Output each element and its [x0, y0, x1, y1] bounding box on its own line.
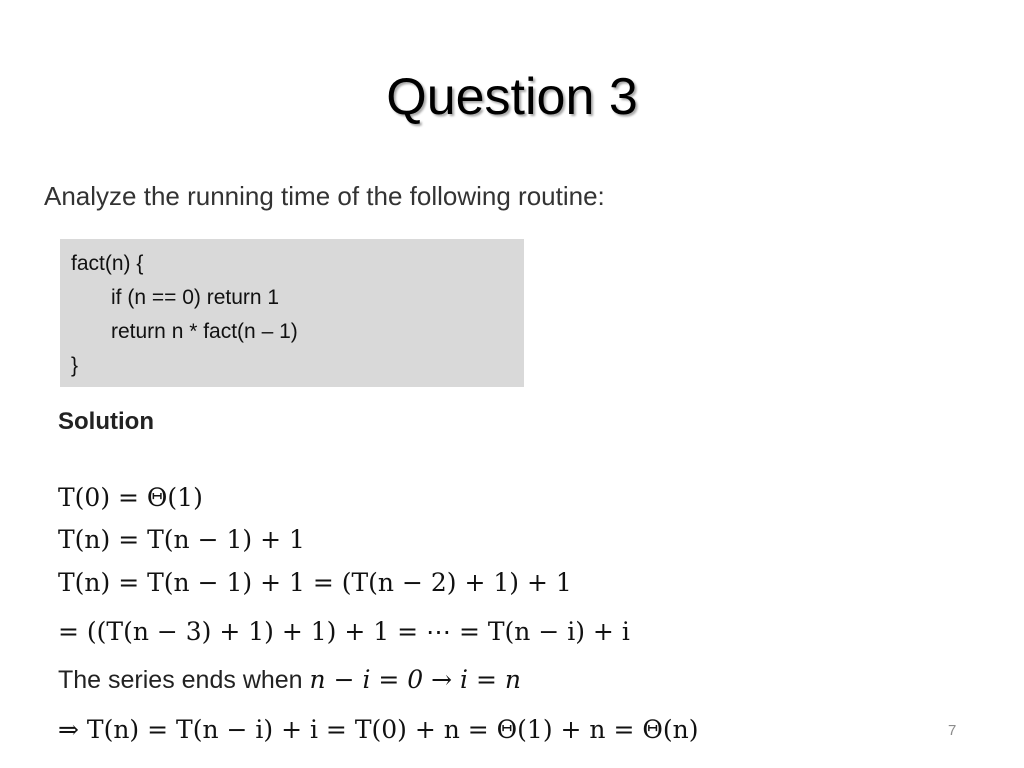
equation-recurrence: T(n) = T(n − 1) + 1: [58, 525, 305, 554]
equation-conclusion: ⇒ T(n) = T(n − i) + i = T(0) + n = Θ(1) + n = Θ(n): [58, 715, 699, 744]
equation-general-form: = ((T(n − 3) + 1) + 1) + 1 = ⋯ = T(n − i) + i: [58, 617, 630, 646]
series-end-text: The series ends when: [58, 666, 310, 694]
equation-expansion: T(n) = T(n − 1) + 1 = (T(n − 2) + 1) + 1: [58, 568, 572, 597]
code-line-1: fact(n) {: [71, 252, 144, 275]
series-end-math: n − i = 0 → i = n: [309, 665, 521, 694]
question-prompt: Analyze the running time of the following routine:: [44, 181, 605, 211]
code-line-3: return n * fact(n – 1): [111, 320, 298, 343]
equation-series-end: [58, 660, 521, 700]
code-block: [60, 239, 524, 387]
code-line-2: if (n == 0) return 1: [111, 286, 280, 309]
equation-base-case: T(0) = Θ(1): [58, 483, 203, 512]
solution-heading: Solution: [58, 408, 154, 435]
code-line-4: }: [71, 354, 79, 377]
slide-title: Question 3: [386, 68, 638, 126]
page-number: 7: [948, 722, 957, 739]
